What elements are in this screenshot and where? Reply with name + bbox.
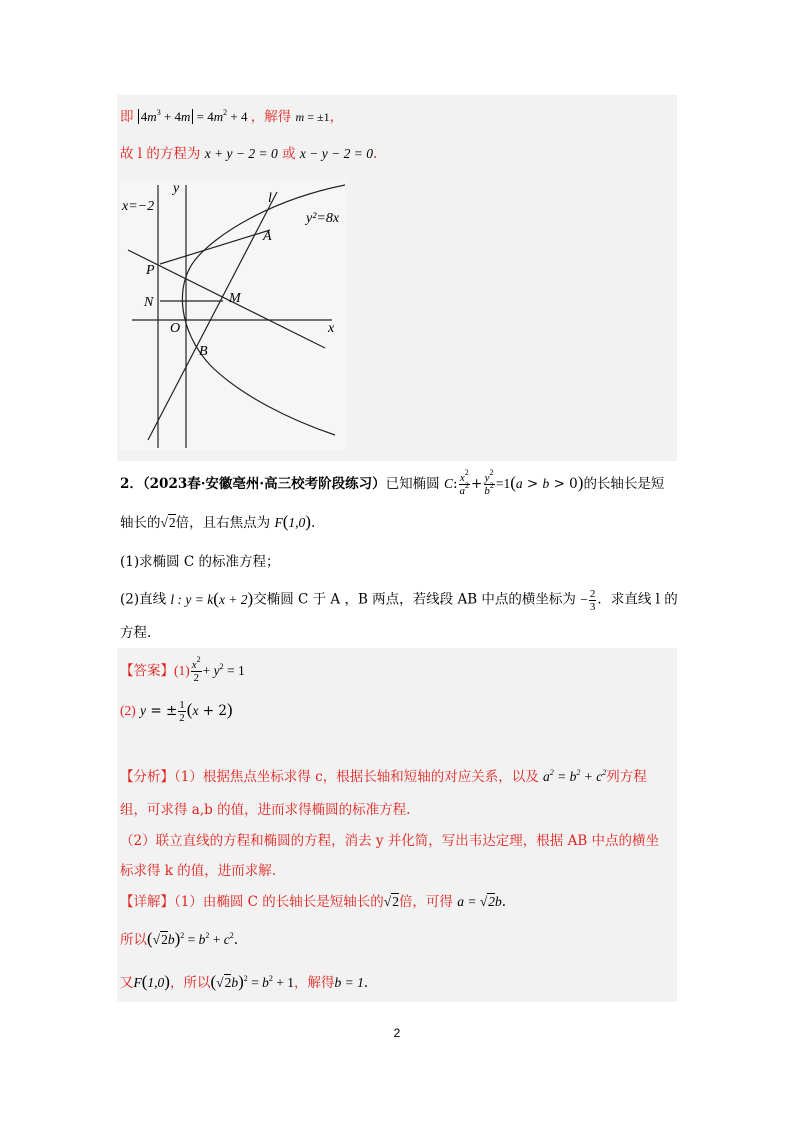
line1-result: m = ±1 [295, 110, 330, 124]
answer-2: (2) y = ± $\frac{1}{2}$ (x + 2) [120, 699, 233, 724]
problem-number: 2． [120, 476, 143, 492]
detail-line-3: 又F(1,0)，所以$(√2b)^2 = b^2 + 1$，解得b = 1. [120, 972, 369, 991]
label-P: P [146, 263, 155, 278]
analysis-equation: $a^2 = b^2 + c^2$ [543, 768, 607, 784]
line-l [148, 192, 277, 440]
line1-mid: ，解得 [250, 109, 292, 125]
detail-label: 【详解】 [120, 894, 174, 910]
analysis-line-2: 组，可求得 a,b 的值，进而求得椭圆的标准方程. [120, 802, 411, 818]
page-number: 2 [393, 1026, 401, 1040]
detail-eq-3: $(√2b)^2 = b^2 + 1$ [210, 972, 294, 991]
sqrt2: √2 [160, 515, 176, 530]
answer-label: 【答案】 [120, 663, 174, 679]
label-parabola: y²=8x [306, 211, 340, 226]
line1-equation: $4m^3 + 4m = 4m^2 + 4$ [138, 109, 251, 124]
label-M: M [229, 291, 241, 306]
detail-line-2: 所以$(√2b)^2 = b^2 + c^2$. [120, 929, 239, 948]
label-A: A [263, 229, 272, 244]
label-x: x [328, 321, 335, 336]
detail-eq-2: $(√2b)^2 = b^2 + c^2$ [147, 929, 234, 948]
derivation-line-1: 即 $4m^3 + 4m = 4m^2 + 4$ ，解得 m = ±1， [120, 108, 344, 125]
analysis-line-4: 标求得 k 的值，进而求解. [120, 863, 277, 879]
line1-prefix: 即 [120, 109, 134, 125]
line2-text: 故 l 的方程为 [120, 146, 201, 162]
problem2-line-1: 2．（2023春·安徽亳州·高三校考阶段练习）已知椭圆 C: $\frac{x^2}{a^2}$ + $\frac{y^2}{b^2}$ =1(a > b > 0)的长轴长是短 [120, 468, 665, 497]
derivation-line-2: 故 l 的方程为 x + y − 2 = 0 或 x − y − 2 = 0. [120, 146, 378, 162]
answer-line-1 [120, 655, 245, 684]
question-2: (2)直线 l : y = k(x + 2)交椭圆 C 于 A ，B 两点，若线段 AB 中点的横坐标为 − $\frac{2}{3}$ ．求直线 l 的 [120, 588, 678, 613]
figure-svg [120, 180, 346, 450]
label-N: N [144, 295, 154, 310]
analysis-line-3: （2）联立直线的方程和椭圆的方程，消去 y 并化简，写出韦达定理，根据 AB 中点的横坐 [120, 833, 660, 849]
label-xline: x=−2 [122, 199, 155, 214]
answer-line-2 [120, 699, 233, 724]
label-B: B [199, 344, 208, 359]
detail-line-1: 【详解】（1）由椭圆 C 的长轴长是短轴长的√2倍，可得 a = √2b. [120, 894, 507, 910]
detail-result: b = 1 [334, 975, 364, 990]
label-y: y [173, 181, 180, 196]
parabola-figure [120, 180, 346, 450]
ellipse-equation: C: $\frac{x^2}{a^2}$ + $\frac{y^2}{b^2}$ =1(a > b > 0) [443, 468, 584, 497]
midpoint-value: − $\frac{2}{3}$ [580, 588, 596, 613]
line-equation: l : y = k(x + 2) [170, 588, 254, 608]
label-l: l [268, 191, 272, 206]
line2-or: 或 [282, 146, 296, 162]
analysis-label: 【分析】 [120, 769, 174, 785]
question-2-end: 方程. [120, 625, 152, 641]
answer-1: (1) $\frac{x^2}{2}$ + $y^2 = 1$ [174, 655, 245, 684]
question-1: (1)求椭圆 C 的标准方程； [120, 554, 280, 570]
line2-eq2: x − y − 2 = 0 [299, 146, 373, 161]
line-PA [160, 230, 270, 264]
label-O: O [170, 321, 181, 336]
detail-eq-1: a = √2b [457, 894, 502, 909]
problem-source: （2023春·安徽亳州·高三校考阶段练习） [142, 476, 386, 492]
line2-eq1: x + y − 2 = 0 [204, 146, 278, 161]
analysis-line-1: 【分析】（1）根据焦点坐标求得 c，根据长轴和短轴的对应关系，以及 $a^2 = b^2 + c^2$列方程 [120, 768, 647, 785]
focus-point: F(1,0) [274, 512, 311, 531]
problem2-line-2: 轴长的√2倍，且右焦点为 F(1,0). [120, 512, 316, 531]
